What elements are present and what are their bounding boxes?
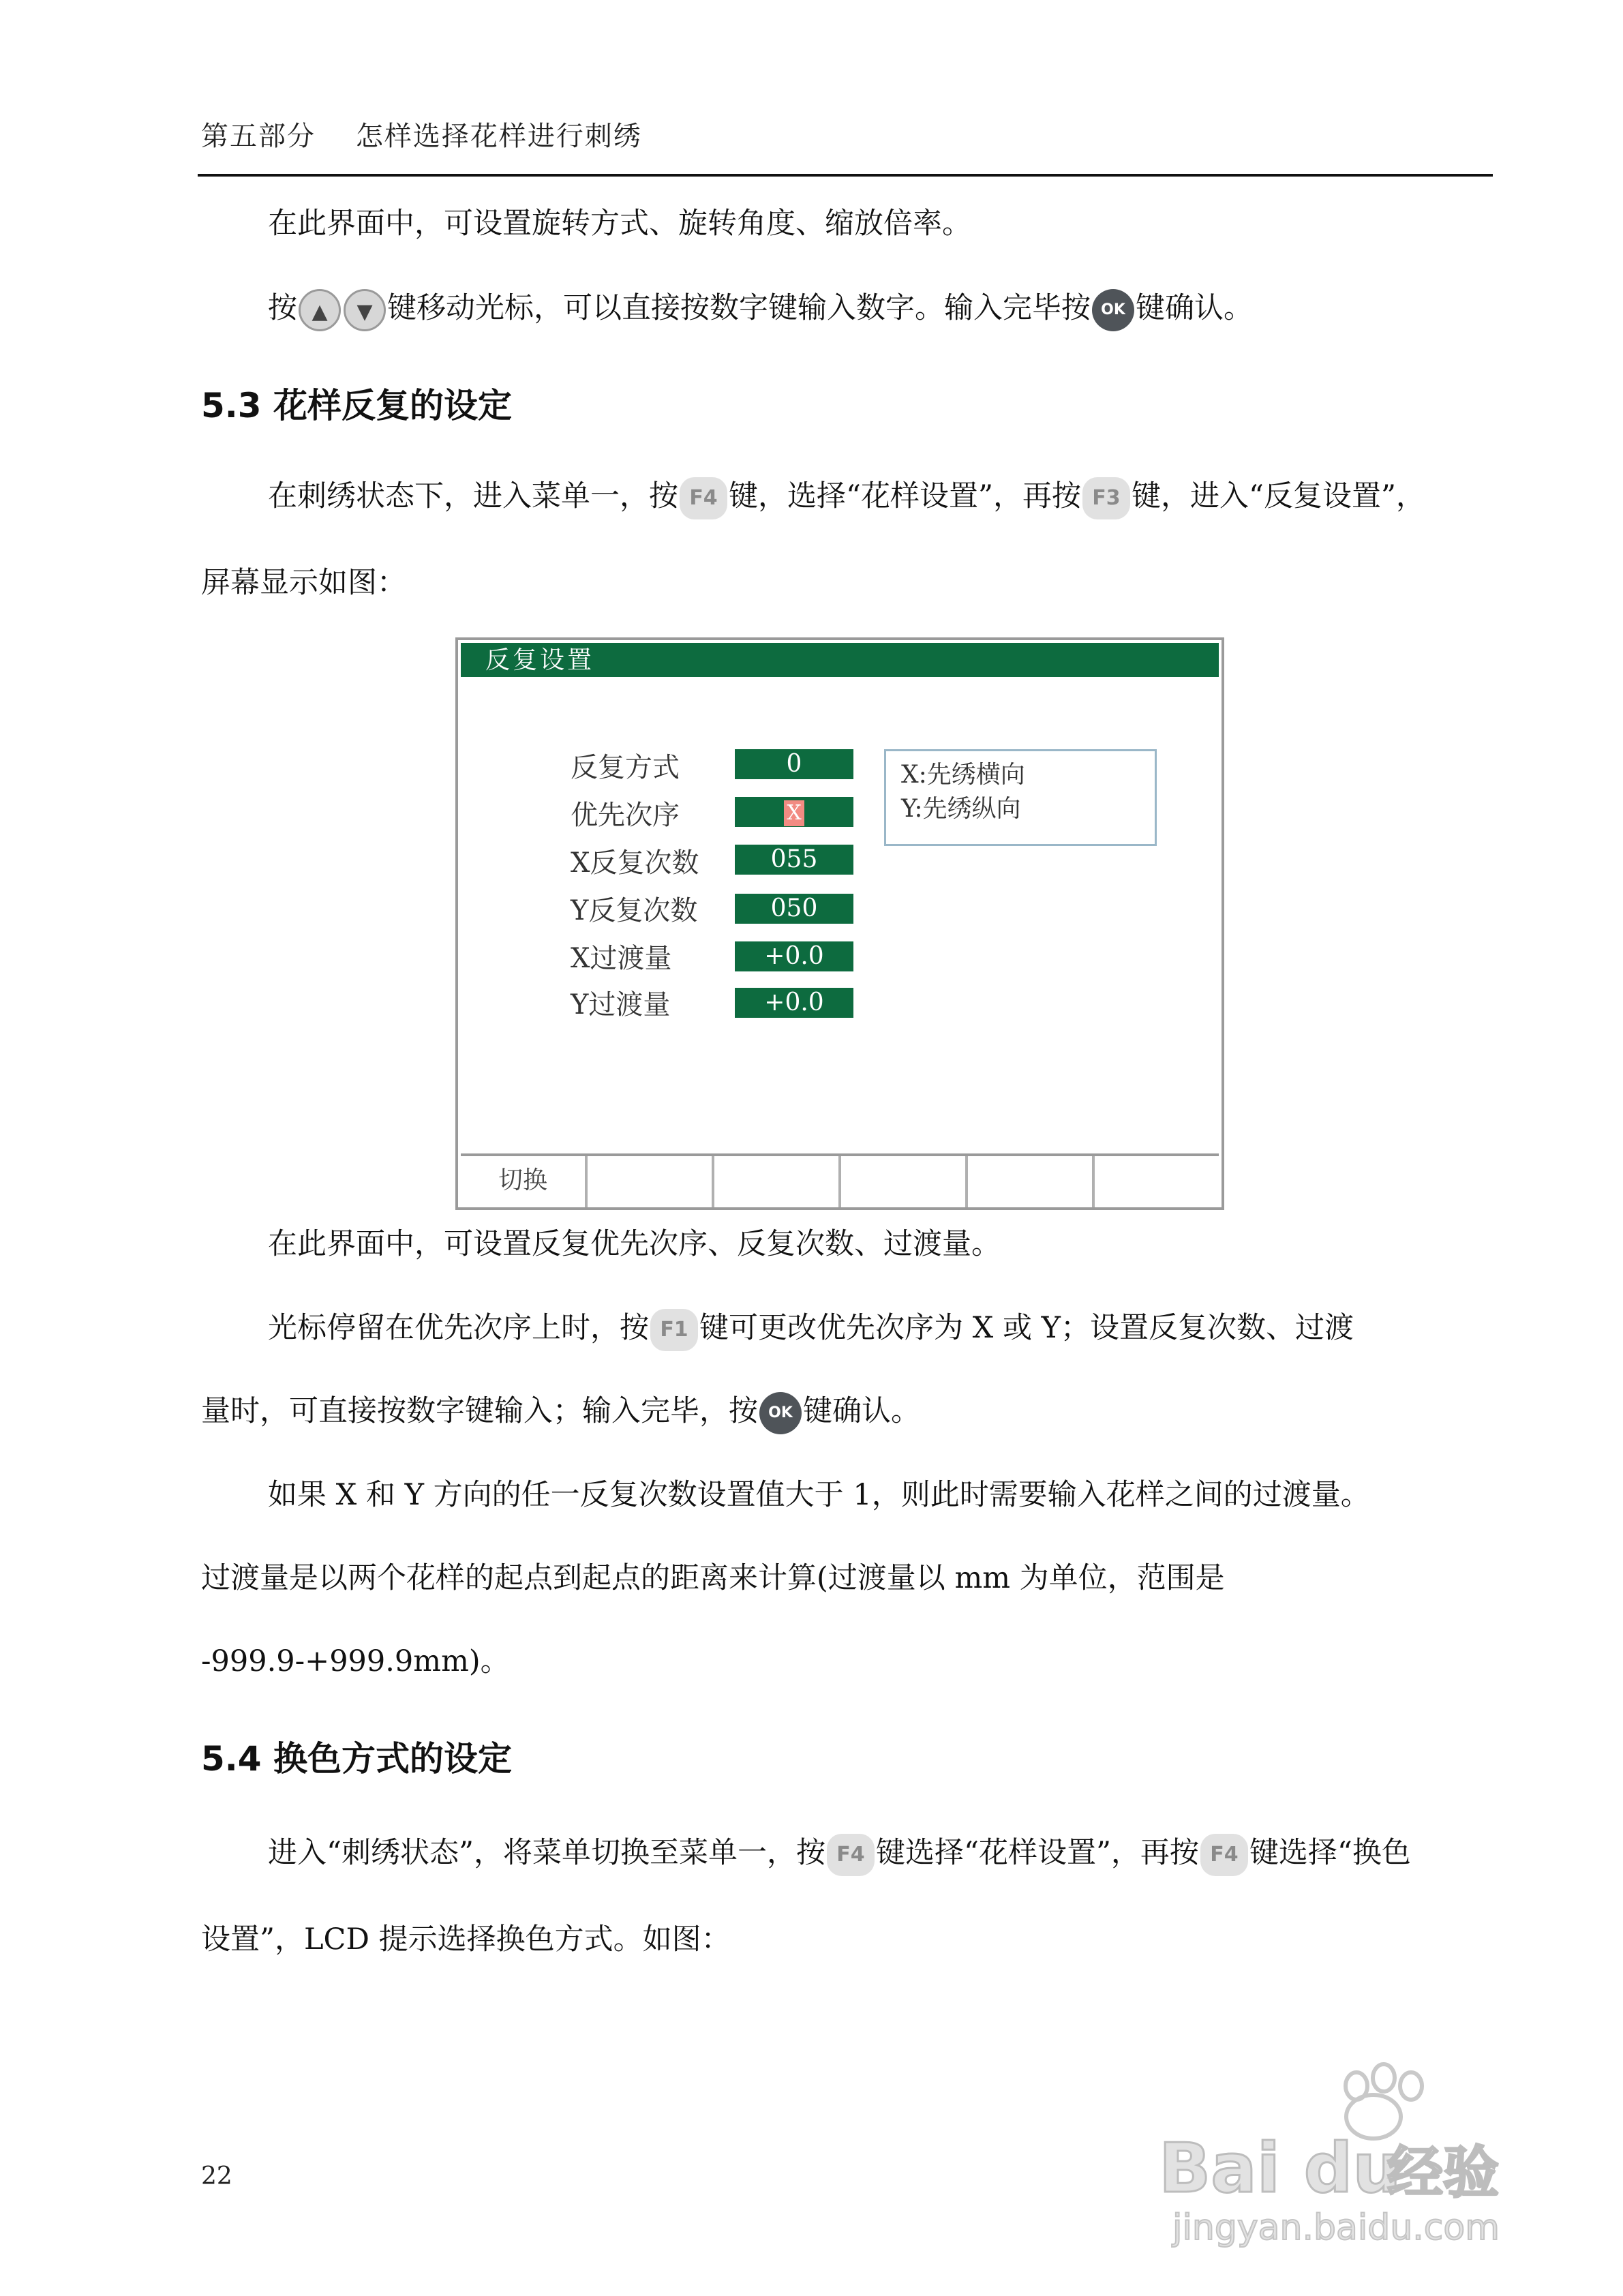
field-label-x-transition: X过渡量 <box>571 943 672 974</box>
paragraph-1: 在此界面中，可设置旋转方式、旋转角度、缩放倍率。 <box>268 207 971 241</box>
paragraph-10: -999.9-+999.9mm)。 <box>201 1644 510 1678</box>
page-number: 22 <box>201 2162 232 2190</box>
paragraph-2-post: 键确认。 <box>1136 291 1253 325</box>
f4-key-icon: F4 <box>680 477 727 519</box>
paragraph-3 <box>268 476 1425 519</box>
section-heading-5-3: 5.3 花样反复的设定 <box>201 386 512 425</box>
softkey-switch[interactable]: 切换 <box>461 1156 588 1207</box>
field-value-x-transition[interactable]: +0.0 <box>735 941 853 971</box>
paragraph-11-part-2: 键选择“花样设置”，再按 <box>875 1836 1199 1870</box>
field-value-repeat-mode[interactable]: 0 <box>735 749 853 779</box>
paragraph-11-part-3: 键选择“换色 <box>1249 1836 1411 1870</box>
up-arrow-key-icon: ▲ <box>299 289 341 331</box>
softkey-6[interactable] <box>1095 1156 1219 1207</box>
baidu-jingyan-watermark-logo <box>1152 2052 1534 2250</box>
svg-text:经验: 经验 <box>1387 2141 1500 2205</box>
paragraph-2 <box>268 288 1253 331</box>
paragraph-3-part-1: 在刺绣状态下，进入菜单一，按 <box>268 479 678 513</box>
svg-text:jingyan.baidu.com: jingyan.baidu.com <box>1172 2207 1500 2248</box>
field-label-y-transition: Y过渡量 <box>571 989 671 1021</box>
paragraph-11 <box>268 1832 1411 1876</box>
paragraph-2-mid: 键移动光标，可以直接按数字键输入数字。输入完毕按 <box>387 291 1091 325</box>
paragraph-7-part-1: 量时，可直接按数字键输入；输入完毕，按 <box>201 1394 758 1428</box>
priority-hint-box <box>884 749 1157 846</box>
paragraph-8: 如果 X 和 Y 方向的任一反复次数设置值大于 1，则此时需要输入花样之间的过渡量。 <box>268 1478 1370 1512</box>
paragraph-9: 过渡量是以两个花样的起点到起点的距离来计算(过渡量以 mm 为单位，范围是 <box>201 1561 1225 1595</box>
down-arrow-key-icon: ▼ <box>344 289 386 331</box>
field-label-x-repeat-count: X反复次数 <box>571 847 699 879</box>
paragraph-6-part-2: 键可更改优先次序为 X 或 Y；设置反复次数、过渡 <box>699 1311 1354 1345</box>
screen-title: 反复设置 <box>461 643 1219 677</box>
paragraph-7-part-2: 键确认。 <box>803 1394 920 1428</box>
field-value-y-transition[interactable]: +0.0 <box>735 988 853 1018</box>
field-value-priority[interactable] <box>735 797 853 827</box>
paragraph-5: 在此界面中，可设置反复优先次序、反复次数、过渡量。 <box>268 1227 1001 1261</box>
text-cursor: X <box>784 800 804 826</box>
paragraph-6 <box>268 1308 1354 1351</box>
paragraph-6-part-1: 光标停留在优先次序上时，按 <box>268 1311 649 1345</box>
header-rule <box>198 174 1493 177</box>
paragraph-12: 设置”，LCD 提示选择换色方式。如图： <box>201 1922 731 1957</box>
hint-line-y: Y:先绣纵向 <box>901 795 1021 823</box>
softkey-5[interactable] <box>968 1156 1095 1207</box>
paragraph-11-part-1: 进入“刺绣状态”，将菜单切换至菜单一，按 <box>268 1836 825 1870</box>
svg-text:Bai du: Bai du <box>1159 2128 1401 2208</box>
f4-key-icon: F4 <box>827 1834 875 1876</box>
field-value-y-repeat-count[interactable]: 050 <box>735 894 853 924</box>
paragraph-2-pre: 按 <box>268 291 297 325</box>
paragraph-3-part-3: 键，进入“反复设置”， <box>1131 479 1425 513</box>
field-label-priority: 优先次序 <box>571 800 680 831</box>
paragraph-4: 屏幕显示如图： <box>201 566 406 600</box>
f1-key-icon: F1 <box>650 1309 698 1351</box>
field-label-y-repeat-count: Y反复次数 <box>571 895 698 926</box>
softkey-bar <box>461 1153 1219 1207</box>
paragraph-3-part-2: 键，选择“花样设置”，再按 <box>729 479 1081 513</box>
f4-key-icon: F4 <box>1200 1834 1248 1876</box>
ok-key-icon: OK <box>1092 289 1134 331</box>
f3-key-icon: F3 <box>1082 477 1130 519</box>
softkey-4[interactable] <box>841 1156 968 1207</box>
softkey-3[interactable] <box>714 1156 841 1207</box>
header-title: 第五部分 怎样选择花样进行刺绣 <box>201 121 642 152</box>
ok-key-icon: OK <box>759 1392 802 1434</box>
section-heading-5-4: 5.4 换色方式的设定 <box>201 1739 512 1779</box>
lcd-screen <box>455 637 1224 1210</box>
hint-line-x: X:先绣横向 <box>901 761 1025 789</box>
field-label-repeat-mode: 反复方式 <box>571 752 680 783</box>
softkey-2[interactable] <box>588 1156 714 1207</box>
field-value-x-repeat-count[interactable]: 055 <box>735 845 853 875</box>
paragraph-7 <box>201 1391 920 1434</box>
